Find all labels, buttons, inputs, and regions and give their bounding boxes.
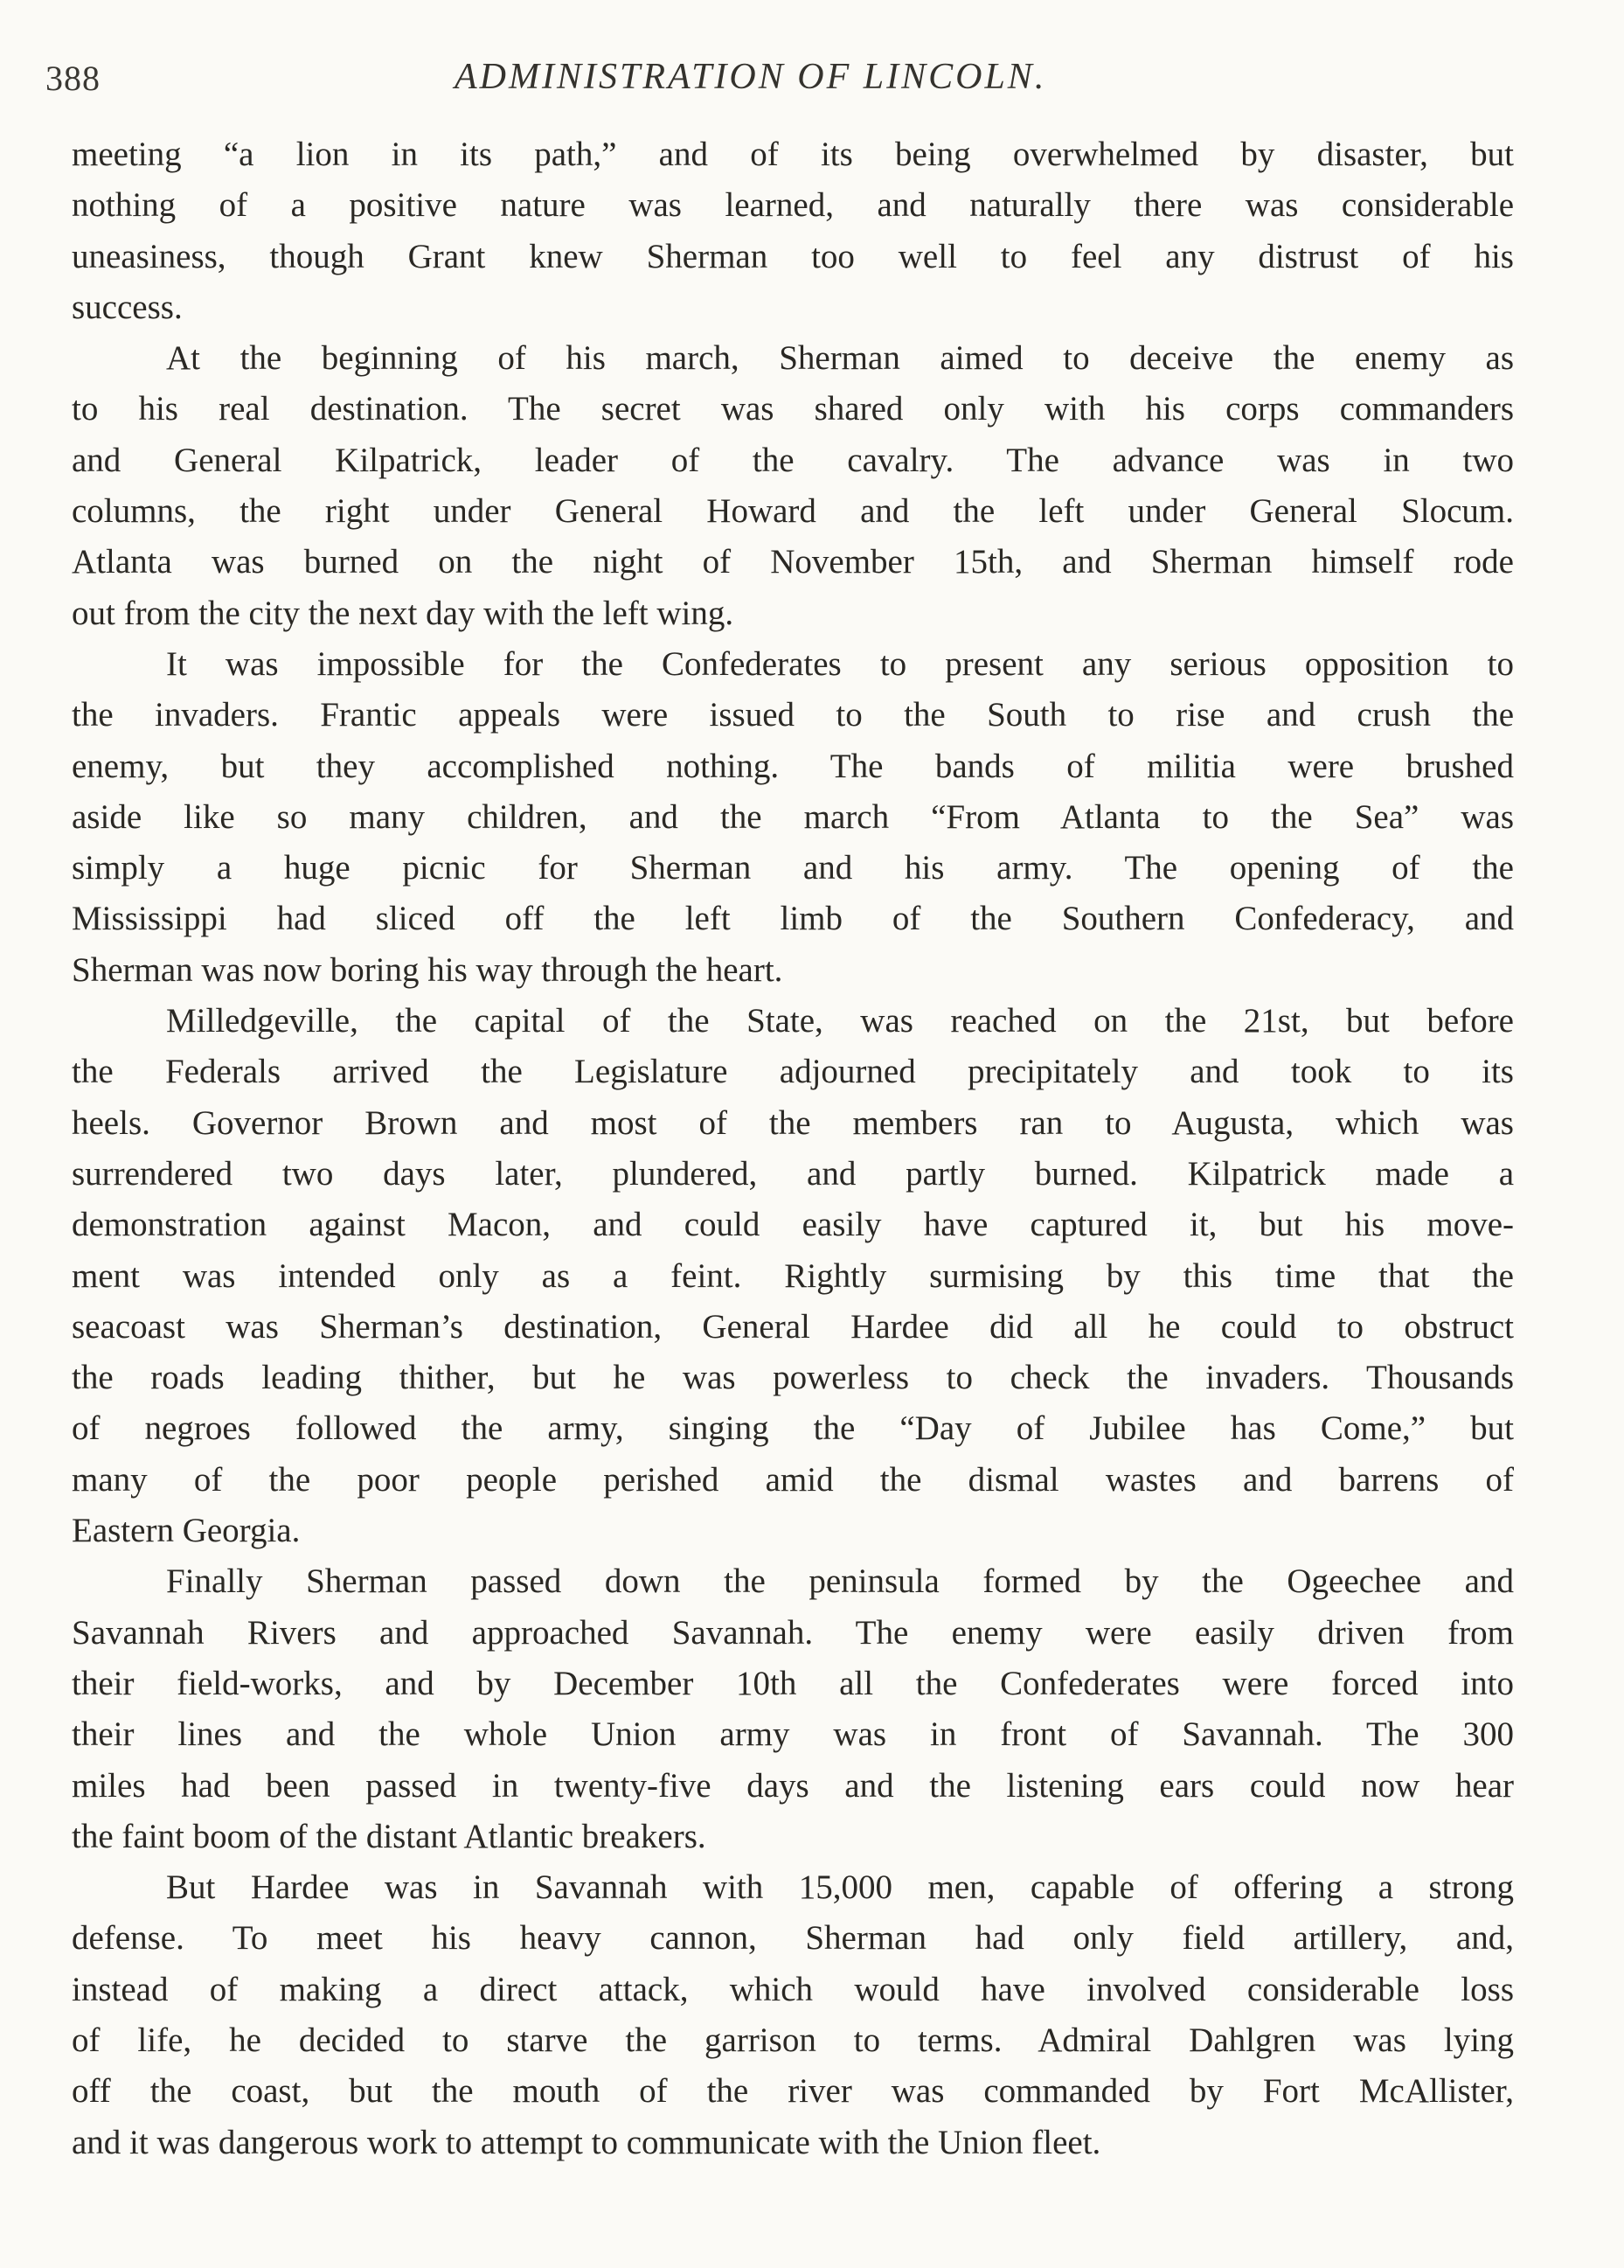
text-line: of life, he decided to starve the garrison to terms. Admiral Dahlgren was lying <box>72 2021 1514 2059</box>
text-line: Milledgeville, the capital of the State, was reached on the 21st, but before <box>166 1002 1514 1040</box>
text-line: many of the poor people perished amid the dismal wastes and barrens of <box>72 1460 1514 1499</box>
text-line: heels. Governor Brown and most of the members ran to Augusta, which was <box>72 1103 1514 1142</box>
text-line: to his real destination. The secret was shared only with his corps commanders <box>72 390 1514 428</box>
text-line: But Hardee was in Savannah with 15,000 men, capable of offering a strong <box>166 1868 1514 1907</box>
text-line: Eastern Georgia. <box>72 1512 301 1550</box>
text-line: Sherman was now boring his way through the heart. <box>72 950 783 989</box>
text-line: surrendered two days later, plundered, and partly burned. Kilpatrick made a <box>72 1154 1514 1193</box>
text-line: Mississippi had sliced off the left limb of the Southern Confederacy, and <box>72 900 1514 938</box>
paragraph <box>72 129 1514 333</box>
body-text <box>72 129 1514 2168</box>
text-line: nothing of a positive nature was learned, and naturally there was considerable <box>72 186 1514 225</box>
text-line: Finally Sherman passed down the peninsula formed by the Ogeechee and <box>166 1562 1514 1601</box>
text-line: the Federals arrived the Legislature adjourned precipitately and took to its <box>72 1053 1514 1091</box>
text-line: Savannah Rivers and approached Savannah. The enemy were easily driven from <box>72 1613 1514 1652</box>
text-line: and General Kilpatrick, leader of the cavalry. The advance was in two <box>72 441 1514 479</box>
text-line: instead of making a direct attack, which would have involved considerable loss <box>72 1970 1514 2008</box>
text-line: their lines and the whole Union army was in front of Savannah. The 300 <box>72 1715 1514 1754</box>
text-line: aside like so many children, and the march “From Atlanta to the Sea” was <box>72 797 1514 836</box>
text-line: the faint boom of the distant Atlantic breakers. <box>72 1817 706 1855</box>
text-line: defense. To meet his heavy cannon, Sherman had only field artillery, and, <box>72 1919 1514 1958</box>
text-line: miles had been passed in twenty-five days and the listening ears could now hear <box>72 1766 1514 1805</box>
text-line: It was impossible for the Confederates to present any serious opposition to <box>166 644 1514 683</box>
paragraph <box>72 1556 1514 1862</box>
running-title: ADMINISTRATION OF LINCOLN. <box>455 57 1047 97</box>
text-line: Atlanta was burned on the night of November 15th, and Sherman himself rode <box>72 543 1514 581</box>
text-line: success. <box>72 288 183 326</box>
text-line: At the beginning of his march, Sherman aimed to deceive the enemy as <box>166 339 1514 378</box>
text-line: out from the city the next day with the left wing. <box>72 594 734 632</box>
text-line: their field-works, and by December 10th all the Confederates were forced into <box>72 1664 1514 1702</box>
text-line: off the coast, but the mouth of the river was commanded by Fort McAllister, <box>72 2072 1514 2111</box>
paragraph <box>72 333 1514 639</box>
running-head <box>0 51 1624 103</box>
paragraph <box>72 639 1514 996</box>
text-line: enemy, but they accomplished nothing. The bands of militia were brushed <box>72 747 1514 785</box>
text-line: demonstration against Macon, and could easily have captured it, but his move- <box>72 1206 1514 1244</box>
text-line: seacoast was Sherman’s destination, General Hardee did all he could to obstruct <box>72 1307 1514 1346</box>
paragraph <box>72 996 1514 1556</box>
text-line: uneasiness, though Grant knew Sherman too well to feel any distrust of his <box>72 237 1514 275</box>
text-line: and it was dangerous work to attempt to communicate with the Union fleet. <box>72 2123 1101 2161</box>
text-line: simply a huge picnic for Sherman and his army. The opening of the <box>72 849 1514 887</box>
text-line: ment was intended only as a feint. Rightly surmising by this time that the <box>72 1256 1514 1295</box>
text-line: the roads leading thither, but he was powerless to check the invaders. Thousands <box>72 1359 1514 1397</box>
text-line: the invaders. Frantic appeals were issued to the South to rise and crush the <box>72 696 1514 734</box>
text-line: meeting “a lion in its path,” and of its being overwhelmed by disaster, but <box>72 136 1514 173</box>
text-line: of negroes followed the army, singing the “Day of Jubilee has Come,” but <box>72 1409 1514 1448</box>
paragraph <box>72 1862 1514 2168</box>
text-line: columns, the right under General Howard and the left under General Slocum. <box>72 492 1514 531</box>
page-number: 388 <box>45 59 101 98</box>
